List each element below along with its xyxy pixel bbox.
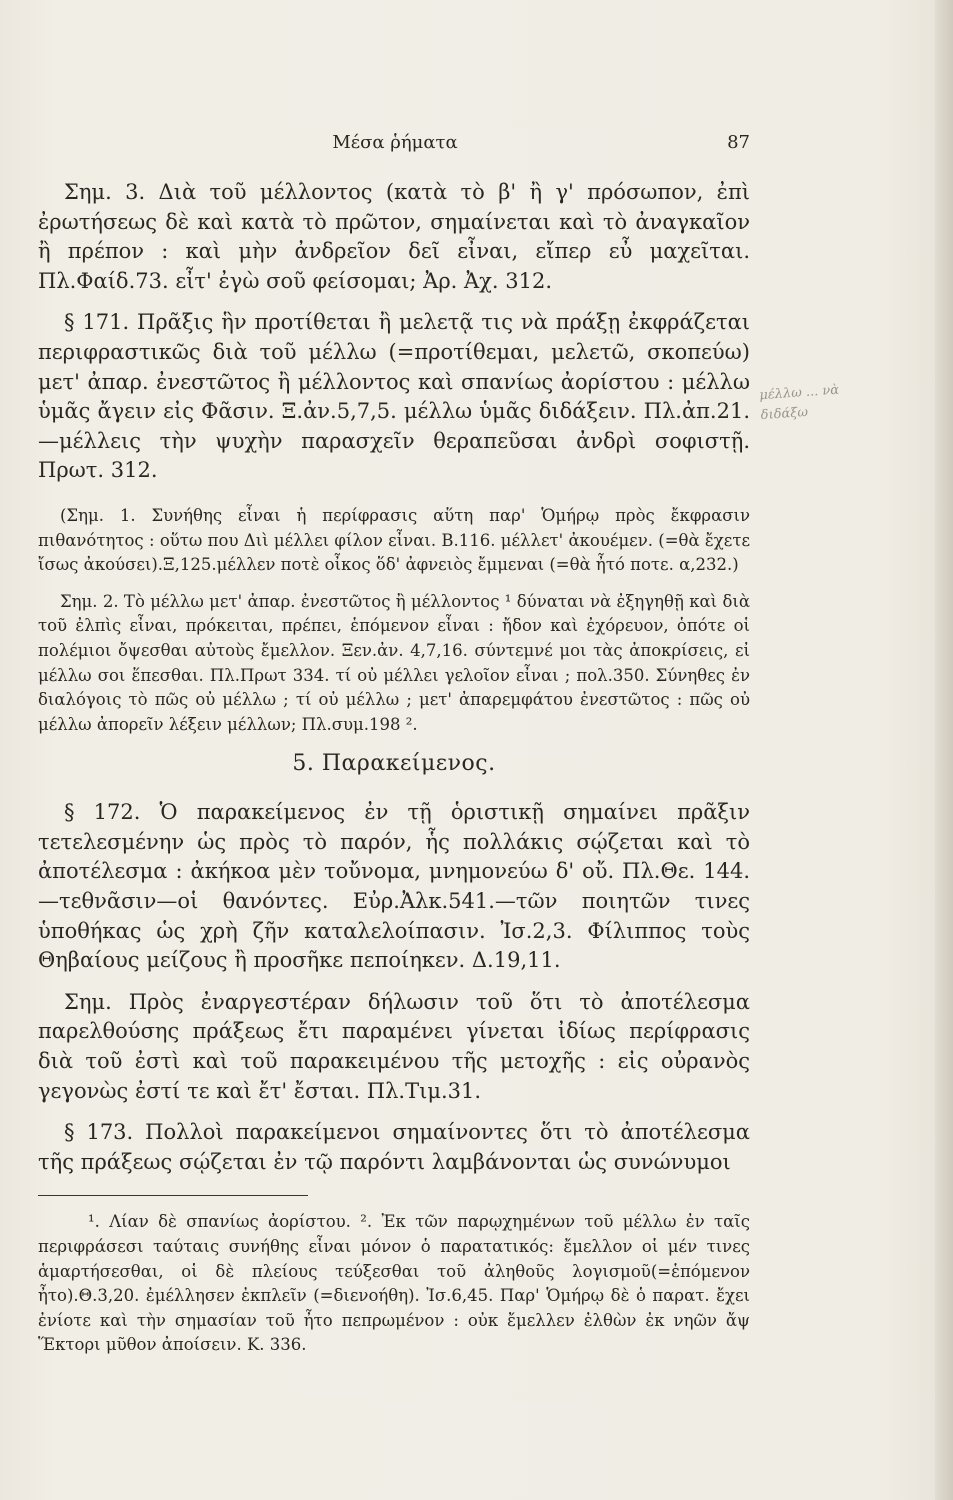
section-173-paragraph: § 173. Πολλοὶ παρακείμενοι σημαίνοντες ὅτι τὸ ἀποτέλεσμα τῆς πράξεως σῴζεται ἐν τῷ παρόντι λαμβάνονται ὡς συνώνυμοι xyxy=(38,1120,750,1174)
handwritten-margin-note: μέλλω ... νὰ διδάξω xyxy=(758,382,840,424)
page-edge xyxy=(935,0,953,1500)
body-text xyxy=(38,178,750,1358)
section-heading: 5. Παρακείμενος. xyxy=(292,751,496,777)
section-171-paragraph: § 171. Πρᾶξις ἣν προτίθεται ἢ μελετᾷ τις νὰ πράξῃ ἐκφράζεται περιφραστικῶς διὰ τοῦ μέλλω (=προτίθεμαι, μελετῶ, σκοπεύω) μετ' ἀπαρ. ἐνεστῶτος ἢ μέλλοντος καὶ σπανίως ἀορίστου : μέλλω ὑμᾶς ἄγειν εἰς Φᾶσιν. Ξ.ἀν.5,7,5. μέλλω ὑμᾶς διδάξειν. Πλ.ἀπ.21.—μέλλεις τὴν ψυχὴν παρασχεῖν θεραπεῦσαι ἀνδρὶ σοφιστῇ. Πρωτ. 312. xyxy=(38,310,750,483)
page-number: 87 xyxy=(727,132,750,153)
note-paragraph: Σημ. Πρὸς ἐναργεστέραν δήλωσιν τοῦ ὅτι τὸ ἀποτέλεσμα παρελθούσης πράξεως ἔτι παραμένει γίνεται ἰδίως περίφρασις διὰ τοῦ ἐστὶ καὶ τοῦ παρακειμένου τῆς μετοχῆς : εἰς οὐρανὸς γεγονὼς ἐστί τε καὶ ἔτ' ἔσται. Πλ.Τιμ.31. xyxy=(38,989,750,1103)
running-header xyxy=(40,132,750,162)
note-3-paragraph: Σημ. 3. Διὰ τοῦ μέλλοντος (κατὰ τὸ β' ἢ γ' πρόσωπον, ἐπὶ ἐρωτήσεως δὲ καὶ κατὰ τὸ πρῶτον, σημαίνεται καὶ τὸ ἀναγκαῖον ἢ πρέπον : καὶ μὴν ἀνδρεῖον δεῖ εἶναι, εἴπερ εὖ μαχεῖται. Πλ.Φαίδ.73. εἶτ' ἐγὼ σοῦ φείσομαι; Ἀρ. Ἀχ. 312. xyxy=(38,180,750,293)
footnote-divider xyxy=(38,1195,308,1196)
note-1-paragraph: (Σημ. 1. Συνήθης εἶναι ἡ περίφρασις αὕτη παρ' Ὁμήρῳ πρὸς ἔκφρασιν πιθανότητος : οὕτω που Διὶ μέλλει φίλον εἶναι. Β.116. μέλλετ' ἀκουέμεν. (=θὰ ἔχετε ἴσως ἀκούσει).Ξ,125.μέλλεν ποτὲ οἶκος ὅδ' ἀφνειὸς ἔμμεναι (=θὰ ἦτό ποτε. α,232.) xyxy=(38,505,750,575)
page-title: Μέσα ῥήματα xyxy=(332,132,458,153)
note-2-paragraph: Σημ. 2. Τὸ μέλλω μετ' ἀπαρ. ἐνεστῶτος ἢ μέλλοντος ¹ δύναται νὰ ἐξηγηθῇ καὶ διὰ τοῦ ἐλπὶς εἶναι, πρόκειται, πρέπει, ἑπόμενον εἶναι : ἤδον καὶ ἐχόρευον, ὁπότε οἱ πολέμιοι ὄψεσθαι αὐτοὺς ἔμελλον. Ξεν.ἀν. 4,7,16. σύντεμνέ μοι τὰς ἀποκρίσεις, εἰ μέλλω σοι ἕπεσθαι. Πλ.Πρωτ 334. τί οὐ μέλλει γελοῖον εἶναι ; πολ.350. Σύνηθες ἐν διαλόγοις τὸ πῶς οὐ μέλλω ; τί οὐ μέλλω ; μετ' ἀπαρεμφάτου ἐνεστῶτος : πῶς οὐ μέλλω ἀπορεῖν λέξειν μέλλων; Πλ.συμ.198 ². xyxy=(38,591,750,734)
section-172-paragraph: § 172. Ὁ παρακείμενος ἐν τῇ ὁριστικῇ σημαίνει πρᾶξιν τετελεσμένην ὡς πρὸς τὸ παρόν, ἧς πολλάκις σῴζεται καὶ τὸ ἀποτέλεσμα : ἀκήκοα μὲν τοὔνομα, μνημονεύω δ' οὔ. Πλ.Θε. 144.—τεθνᾶσιν—οἱ θανόντες. Εὐρ.Ἀλκ.541.—τῶν ποιητῶν τινες ὑποθήκας ὡς χρὴ ζῆν καταλελοίπασιν. Ἰσ.2,3. Φίλιππος τοὺς Θηβαίους μείζους ἢ προσῆκε πεποίηκεν. Δ.19,11. xyxy=(38,800,750,973)
footnotes: ¹. Λίαν δὲ σπανίως ἀορίστου. ². Ἐκ τῶν παρῳχημένων τοῦ μέλλω ἐν ταῖς περιφράσεσι ταύταις συνήθης εἶναι μόνον ὁ παρατατικός: ἔμελλον οἱ μέν τινες ἁμαρτήσεσθαι, οἱ δὲ πλείους τεύξεσθαι τοῦ ἀληθοῦς λογισμοῦ(=ἑπόμενον ἦτο).Θ.3,20. ἐμέλλησεν ἐκπλεῖν (=διενοήθη). Ἰσ.6,45. Παρ' Ὁμήρῳ δὲ ὁ παρατ. ἔχει ἐνίοτε καὶ τὴν σημασίαν τοῦ ἦτο πεπρωμένον : οὐκ ἔμελλεν ἐλθὼν ἐκ νηῶν ἄψ Ἕκτορι μῦθον ἀποίσειν. Κ. 336. xyxy=(38,1212,750,1355)
